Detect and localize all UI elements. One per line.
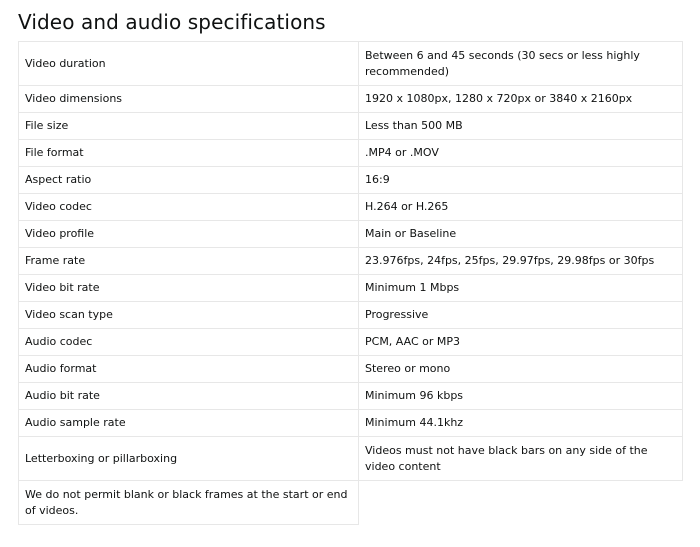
table-row	[19, 167, 683, 194]
table-row	[19, 275, 683, 302]
spec-label: Audio format	[19, 356, 359, 383]
table-row	[19, 437, 683, 481]
table-row	[19, 302, 683, 329]
table-row	[19, 113, 683, 140]
spec-label: Video codec	[19, 194, 359, 221]
spec-value: Main or Baseline	[359, 221, 683, 248]
footer-note: We do not permit blank or black frames at the start or end of videos.	[19, 481, 359, 525]
table-row	[19, 329, 683, 356]
spec-label: Video profile	[19, 221, 359, 248]
spec-label: Audio sample rate	[19, 410, 359, 437]
spec-label: Letterboxing or pillarboxing	[19, 437, 359, 481]
spec-value: Progressive	[359, 302, 683, 329]
spec-label: Video bit rate	[19, 275, 359, 302]
table-row	[19, 140, 683, 167]
table-row	[19, 356, 683, 383]
table-row-footer	[19, 481, 683, 525]
spec-label: Video scan type	[19, 302, 359, 329]
spec-label: File format	[19, 140, 359, 167]
table-row	[19, 221, 683, 248]
spec-label: Audio bit rate	[19, 383, 359, 410]
spec-value: Between 6 and 45 seconds (30 secs or less highly recommended)	[359, 42, 683, 86]
table-row	[19, 42, 683, 86]
table-row	[19, 86, 683, 113]
spec-value: 1920 x 1080px, 1280 x 720px or 3840 x 2160px	[359, 86, 683, 113]
spec-value: .MP4 or .MOV	[359, 140, 683, 167]
spec-label: Video dimensions	[19, 86, 359, 113]
spec-label: Video duration	[19, 42, 359, 86]
specifications-table	[18, 41, 683, 525]
table-row	[19, 383, 683, 410]
empty-cell	[359, 481, 683, 525]
spec-label: Aspect ratio	[19, 167, 359, 194]
spec-label: Frame rate	[19, 248, 359, 275]
spec-value: Less than 500 MB	[359, 113, 683, 140]
spec-value: Videos must not have black bars on any side of the video content	[359, 437, 683, 481]
spec-value: Minimum 96 kbps	[359, 383, 683, 410]
spec-value: H.264 or H.265	[359, 194, 683, 221]
spec-value: 16:9	[359, 167, 683, 194]
page-title: Video and audio specifications	[18, 10, 326, 34]
spec-value: Minimum 44.1khz	[359, 410, 683, 437]
spec-value: PCM, AAC or MP3	[359, 329, 683, 356]
spec-label: File size	[19, 113, 359, 140]
table-row	[19, 410, 683, 437]
table-row	[19, 194, 683, 221]
spec-value: 23.976fps, 24fps, 25fps, 29.97fps, 29.98fps or 30fps	[359, 248, 683, 275]
spec-value: Stereo or mono	[359, 356, 683, 383]
spec-label: Audio codec	[19, 329, 359, 356]
spec-value: Minimum 1 Mbps	[359, 275, 683, 302]
table-row	[19, 248, 683, 275]
